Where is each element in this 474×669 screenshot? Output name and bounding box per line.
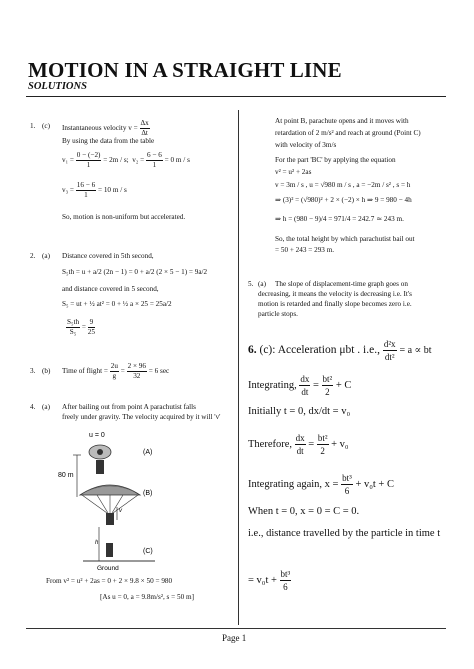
q2-eq2: S₅ = ut + ½ at² = 0 + ½ a × 25 = 25a/2 (62, 300, 172, 308)
page-subtitle: SOLUTIONS (28, 81, 87, 92)
q4-cont-l3: with velocity of 3m/s (275, 141, 337, 149)
q4-text2: freely under gravity. The velocity acquired by it will 'v' (62, 413, 221, 421)
q4-cont-l10: = 50 + 243 = 293 m. (275, 246, 335, 254)
skydiver-a-icon (96, 460, 104, 474)
q1-option: (c) (42, 122, 50, 130)
q6-line8: = v₀t + $\frac{\text{bt³}}{6}$ (248, 569, 291, 592)
q4-cont-l7: ⇒ (3)² = (√980)² + 2 × (−2) × h ⇒ 9 = 980 − 4h (275, 196, 412, 204)
q4-eq1: From v² = u² + 2as = 0 + 2 × 9.8 × 50 = 980 (46, 577, 173, 585)
q5-number: 5. (248, 280, 254, 288)
q2-ratio: $\frac{\text{S₅th}}{\text{S₅}}$ = $\frac{9}{25}$ (67, 318, 95, 336)
q6-line7: i.e., distance travelled by the particle in time t (248, 528, 441, 539)
q5-l4: particle stops. (258, 310, 298, 318)
q4-cont-l5: v² = u² + 2as (275, 168, 312, 176)
fig-h-label: h (95, 540, 99, 546)
q6-line2: Integrating, $\frac{dx}{dt}$ = $\frac{\text{bt²}}{2}$ + C (248, 374, 352, 397)
footer-rule (26, 628, 446, 629)
aircraft-icon (89, 445, 111, 459)
q4-cont-l2: retardation of 2 m/s² and reach at ground (Point C) (275, 129, 421, 137)
fig-80m-label: 80 m (58, 472, 74, 479)
q6-line3: Initially t = 0, dx/dt = v₀ (248, 406, 351, 417)
fig-label-c: (C) (143, 548, 153, 555)
q4-cont-l6: v = 3m / s , u = √980 m / s , a = −2m / s² , s = h (275, 181, 411, 189)
q1-statement: Instantaneous velocity v = $\frac{\Delta x}{\Delta t}$ (62, 119, 149, 137)
q6-line5: Integrating again, x = $\frac{\text{bt³}}{6}$ + v₀t + C (248, 473, 394, 496)
q1-line2: By using the data from the table (62, 137, 155, 145)
q1-v1v2: v₁ = $\frac{0 - (-2)}{1}$ = 2m / s; v₂ = $\frac{6 - 6}{1}$ = 0 m / s (62, 151, 190, 169)
q2-number: 2. (30, 252, 36, 260)
q1-v3: v₃ = $\frac{16 - 6}{1}$ = 10 m / s (62, 181, 127, 199)
page-number: Page 1 (222, 633, 247, 643)
fig-label-b: (B) (143, 490, 153, 497)
column-divider (238, 110, 239, 625)
q4-cont-l4: For the part 'BC' by applying the equation (275, 156, 396, 164)
q2-statement: Distance covered in 5th second, (62, 252, 154, 260)
q5-l3: motion is retarded and finally slope becomes zero i.e. (258, 300, 412, 308)
q4-cont-l8: ⇒ h = (980 − 9)/4 = 971/4 = 242.7 ≃ 243 m. (275, 215, 404, 223)
q4-number: 4. (30, 403, 36, 411)
q5-l2: decreasing, it means the velocity is decreasing i.e. It's (258, 290, 412, 298)
q6-line1: 6. (c): Acceleration μbt . i.e., $\frac{\text{d²x}}{\text{dt²}}$ = a ∝ bt (248, 339, 432, 362)
q2-option: (a) (42, 252, 50, 260)
q4-text1: After bailing out from point A parachutist falls (62, 403, 196, 411)
q6-line4: Therefore, $\frac{dx}{dt}$ = $\frac{\text{bt²}}{2}$ + v₀ (248, 433, 349, 456)
q5-option: (a) (258, 280, 266, 288)
fig-u0-label: u = 0 (89, 432, 105, 439)
fig-v-label: v (119, 508, 122, 514)
q2-line2: and distance covered in 5 second, (62, 285, 159, 293)
page-title: MOTION IN A STRAIGHT LINE (28, 58, 342, 82)
q3-number: 3. (30, 367, 36, 375)
q4-option: (a) (42, 403, 50, 411)
fig-label-a: (A) (143, 449, 153, 456)
q1-number: 1. (30, 122, 36, 130)
q3-option: (b) (42, 367, 51, 375)
q4-eq2: [As u = 0, a = 9.8m/s², s = 50 m] (100, 593, 194, 601)
q5-l1: The slope of displacement-time graph goes on (275, 280, 408, 288)
q6-line6: When t = 0, x = 0 = C = 0. (248, 506, 360, 517)
q1-conclusion: So, motion is non-uniform but accelerated. (62, 213, 186, 221)
q4-cont-l1: At point B, parachute opens and it moves with (275, 117, 409, 125)
parachute-icon (80, 485, 140, 525)
parachute-figure (55, 425, 185, 573)
q3-statement: Time of flight = $\frac{2u}{g}$ = $\frac{2 \times 96}{32}$ = 6 sec (62, 362, 170, 380)
fig-ground-label: Ground (97, 565, 119, 572)
q4-cont-l9: So, the total height by which parachutist bail out (275, 235, 415, 243)
header-rule (26, 96, 446, 97)
q2-eq1: S₅th = u + a/2 (2n − 1) = 0 + a/2 (2 × 5 − 1) = 9a/2 (62, 268, 208, 276)
skydiver-c-icon (106, 543, 113, 557)
